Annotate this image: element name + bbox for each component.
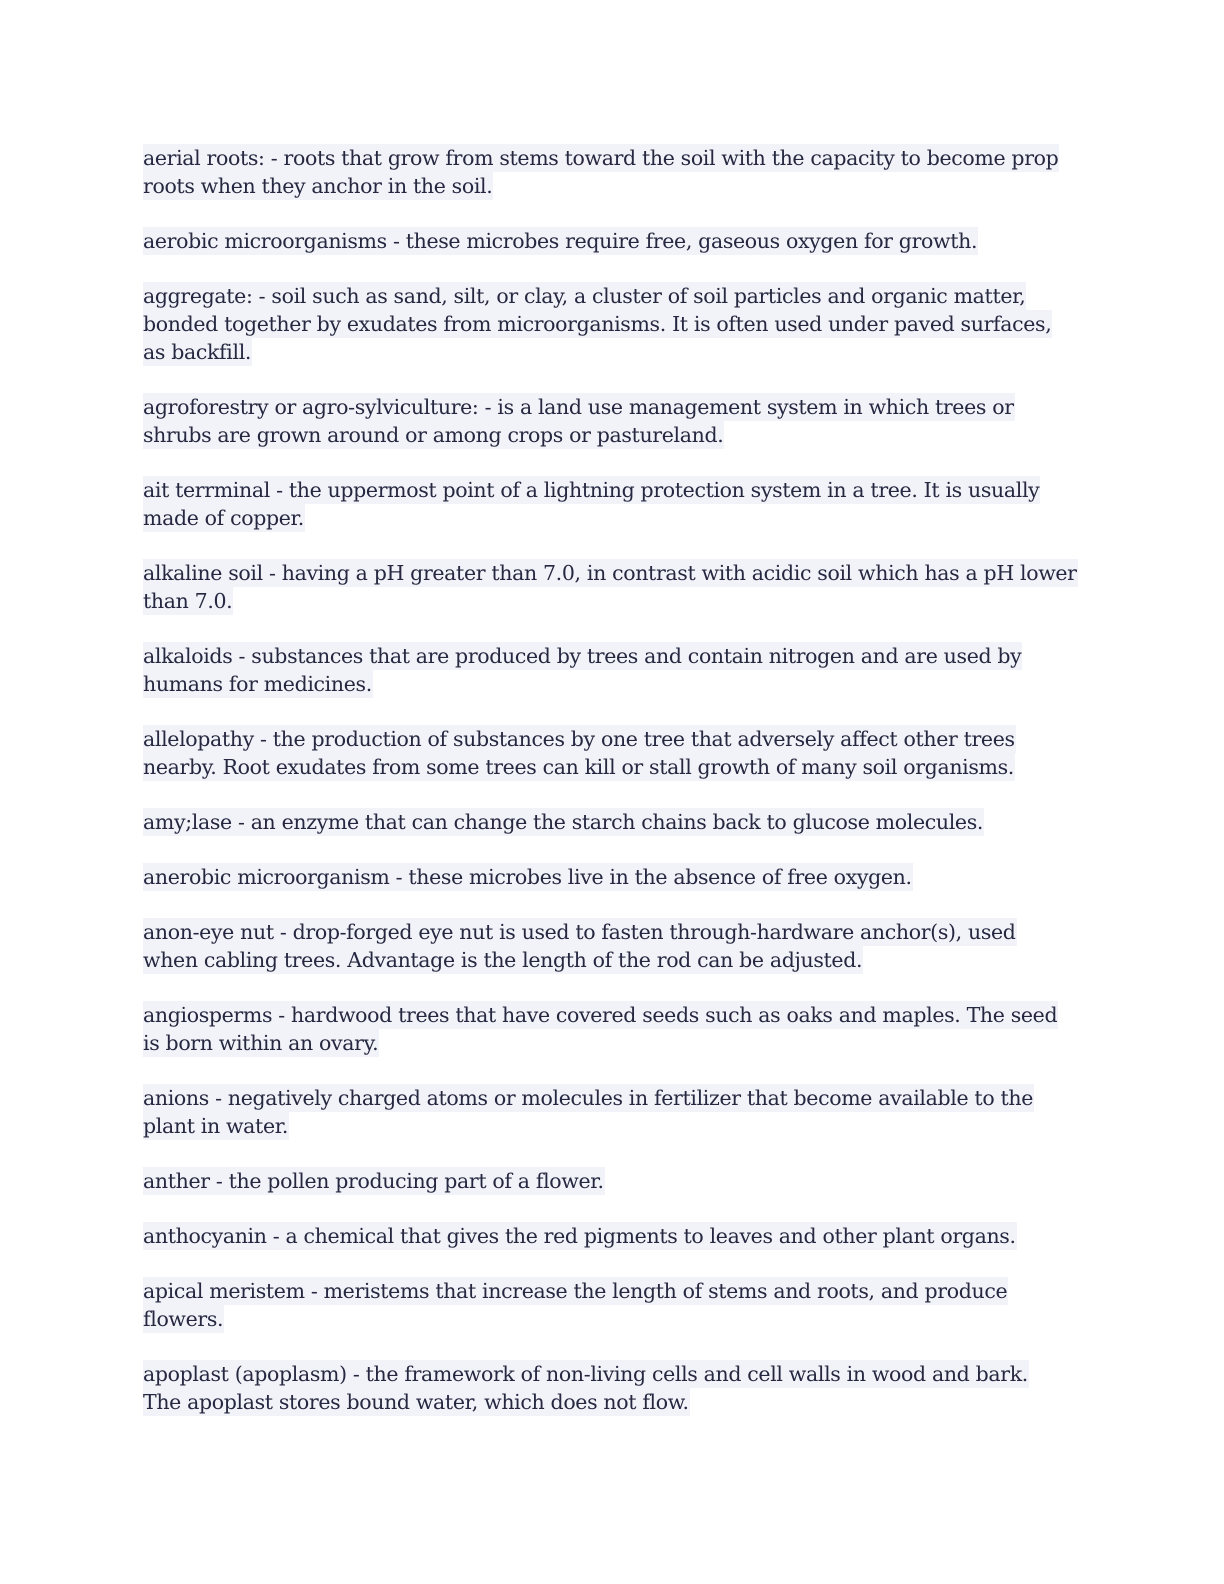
entry-line: as backfill. <box>143 340 252 364</box>
glossary-entry-apoplast <box>143 1360 1083 1416</box>
glossary-entry-anions <box>143 1084 1083 1140</box>
entry-line: bonded together by exudates from microorganisms. It is often used under paved surfaces, <box>143 312 1052 336</box>
glossary-page <box>143 144 1083 1443</box>
entry-line: angiosperms - hardwood trees that have covered seeds such as oaks and maples. The seed <box>143 1003 1058 1027</box>
entry-line: than 7.0. <box>143 589 233 613</box>
entry-line: anions - negatively charged atoms or molecules in fertilizer that become available to the <box>143 1086 1033 1110</box>
glossary-entry-angiosperms <box>143 1001 1083 1057</box>
entry-line: roots when they anchor in the soil. <box>143 174 493 198</box>
entry-line: anerobic microorganism - these microbes live in the absence of free oxygen. <box>143 865 912 889</box>
glossary-entry-alkaline-soil <box>143 559 1083 615</box>
glossary-entry-anther <box>143 1167 1083 1195</box>
entry-line: aerial roots: - roots that grow from stems toward the soil with the capacity to become prop <box>143 146 1059 170</box>
glossary-entry-anerobic-microorganism <box>143 863 1083 891</box>
entry-line: anthocyanin - a chemical that gives the red pigments to leaves and other plant organs. <box>143 1224 1016 1248</box>
glossary-entry-aerial-roots <box>143 144 1083 200</box>
entry-line: made of copper. <box>143 506 304 530</box>
entry-line: apical meristem - meristems that increase the length of stems and roots, and produce <box>143 1279 1008 1303</box>
glossary-entry-amylase <box>143 808 1083 836</box>
entry-line: agroforestry or agro-sylviculture: - is a land use management system in which trees or <box>143 395 1014 419</box>
glossary-entry-agroforestry <box>143 393 1083 449</box>
entry-line: when cabling trees. Advantage is the length of the rod can be adjusted. <box>143 948 863 972</box>
entry-line: The apoplast stores bound water, which does not flow. <box>143 1390 689 1414</box>
entry-line: aerobic microorganisms - these microbes require free, gaseous oxygen for growth. <box>143 229 978 253</box>
entry-line: allelopathy - the production of substances by one tree that adversely affect other trees <box>143 727 1015 751</box>
entry-line: anon-eye nut - drop-forged eye nut is used to fasten through-hardware anchor(s), used <box>143 920 1016 944</box>
entry-line: nearby. Root exudates from some trees can kill or stall growth of many soil organisms. <box>143 755 1014 779</box>
entry-line: amy;lase - an enzyme that can change the starch chains back to glucose molecules. <box>143 810 984 834</box>
entry-line: anther - the pollen producing part of a flower. <box>143 1169 604 1193</box>
glossary-entry-apical-meristem <box>143 1277 1083 1333</box>
entry-line: alkaline soil - having a pH greater than 7.0, in contrast with acidic soil which has a pH lower <box>143 561 1077 585</box>
glossary-entry-air-terminal <box>143 476 1083 532</box>
entry-line: humans for medicines. <box>143 672 372 696</box>
glossary-entry-alkaloids <box>143 642 1083 698</box>
glossary-entry-aerobic-microorganisms <box>143 227 1083 255</box>
entry-line: apoplast (apoplasm) - the framework of non-living cells and cell walls in wood and bark. <box>143 1362 1028 1386</box>
entry-line: alkaloids - substances that are produced by trees and contain nitrogen and are used by <box>143 644 1022 668</box>
entry-line: plant in water. <box>143 1114 289 1138</box>
glossary-entry-anon-eye-nut <box>143 918 1083 974</box>
entry-line: aggregate: - soil such as sand, silt, or clay, a cluster of soil particles and organic matter, <box>143 284 1026 308</box>
entry-line: shrubs are grown around or among crops or pastureland. <box>143 423 724 447</box>
entry-line: ait terrminal - the uppermost point of a lightning protection system in a tree. It is usually <box>143 478 1040 502</box>
glossary-entry-allelopathy <box>143 725 1083 781</box>
glossary-entry-anthocyanin <box>143 1222 1083 1250</box>
entry-line: flowers. <box>143 1307 224 1331</box>
entry-line: is born within an ovary. <box>143 1031 379 1055</box>
glossary-entry-aggregate <box>143 282 1083 366</box>
